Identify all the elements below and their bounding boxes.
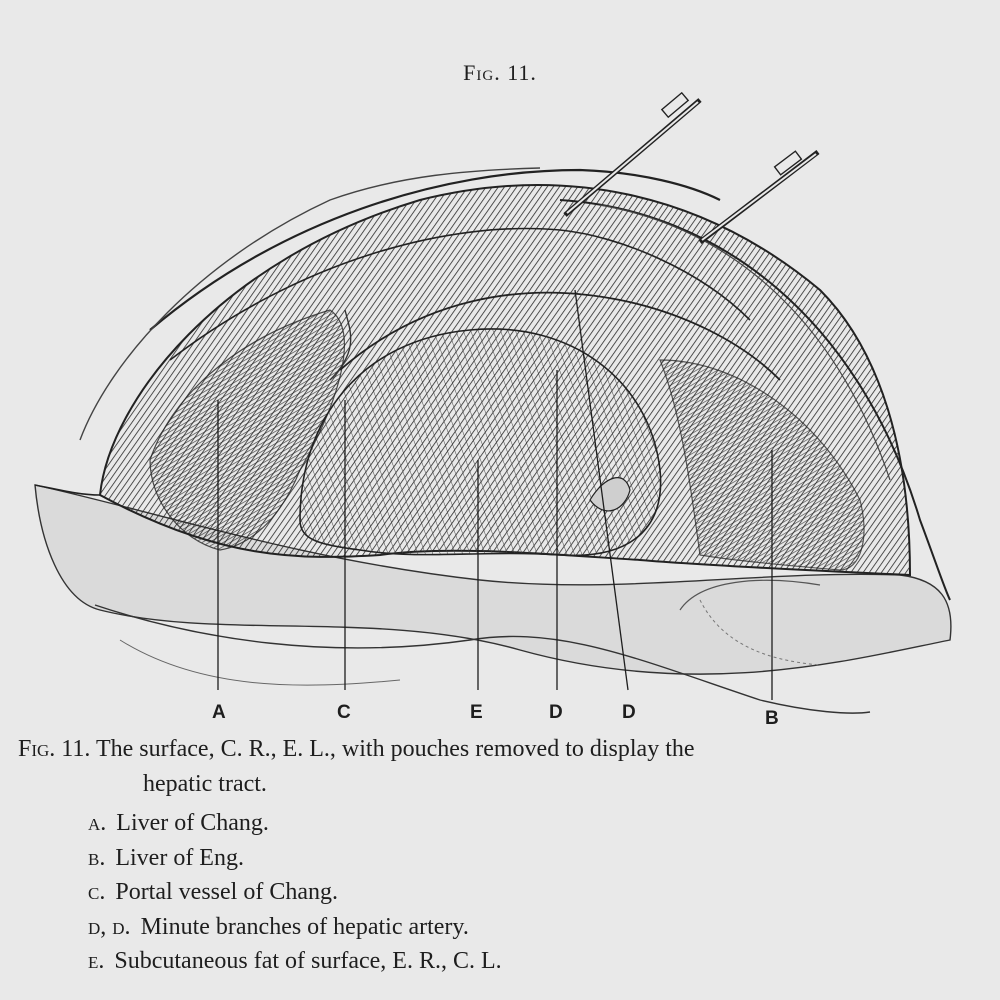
callout-d-second: D: [622, 702, 636, 723]
callout-e: E: [470, 702, 483, 723]
callout-d-first: D: [549, 702, 563, 723]
figure-caption: [18, 733, 993, 766]
legend-item: [88, 841, 502, 876]
legend-text: Minute branches of hepatic artery.: [140, 913, 469, 940]
legend-text: Liver of Eng.: [115, 844, 244, 871]
legend-item: [88, 875, 502, 910]
probe-right: [700, 151, 818, 242]
callout-a: A: [212, 702, 226, 723]
callout-c: C: [337, 702, 351, 723]
legend-key: c.: [88, 879, 106, 905]
caption-text: The surface, C. R., E. L., with pouches removed to display the: [95, 736, 695, 762]
caption-continuation: hepatic tract.: [143, 771, 267, 797]
legend-text: Subcutaneous fat of surface, E. R., C. L.: [114, 948, 502, 974]
caption-figure-ref: Fig. 11.: [18, 736, 91, 762]
legend-item: [88, 910, 502, 945]
legend-item: [88, 944, 502, 979]
legend-text: Portal vessel of Chang.: [115, 879, 338, 905]
legend-text: Liver of Chang.: [116, 810, 269, 836]
callout-b: B: [765, 708, 779, 729]
legend-key: b.: [88, 844, 106, 871]
legend-key: a.: [88, 810, 107, 836]
legend-item: [88, 806, 502, 841]
legend-key: e.: [88, 948, 105, 974]
figure-heading: Fig. 11.: [463, 60, 537, 85]
legend-key: d, d.: [88, 913, 131, 940]
figure-legend: [88, 806, 502, 979]
